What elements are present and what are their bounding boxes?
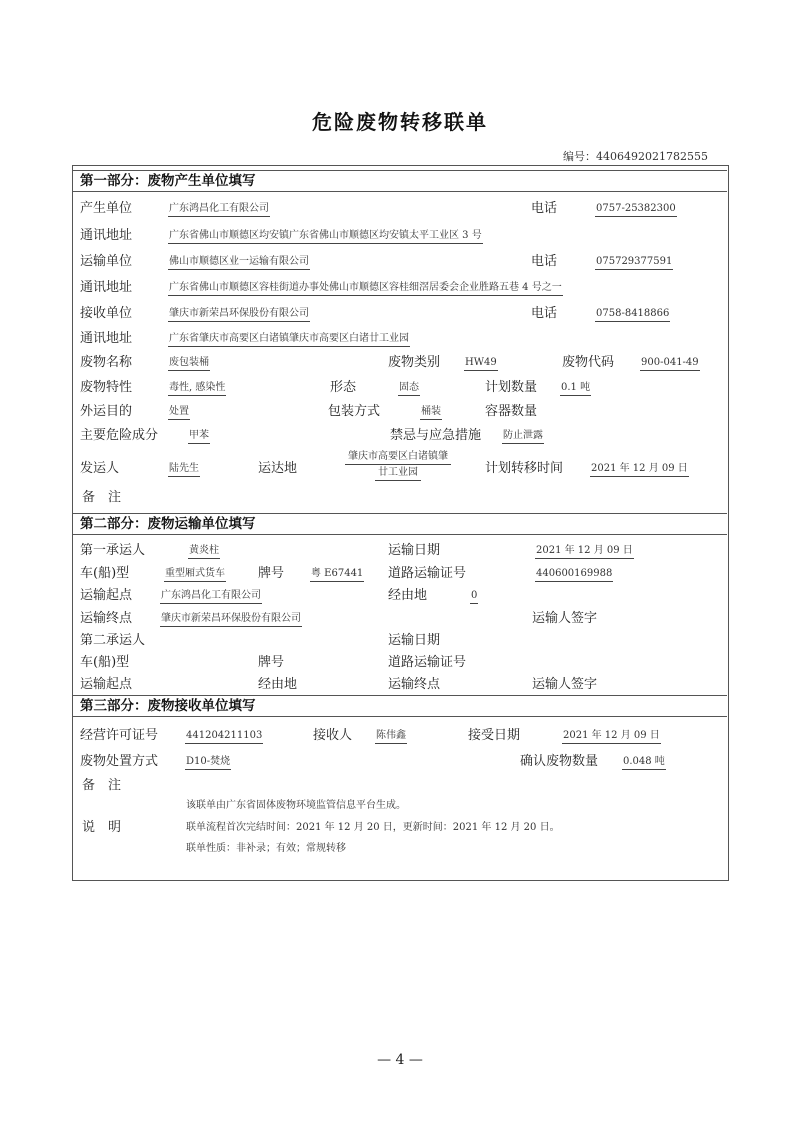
- receiver-phone-label: 电话: [531, 306, 558, 321]
- waste-properties-label: 废物特性: [80, 380, 133, 395]
- hazard-components-value: 甲苯: [188, 429, 210, 444]
- shipper-label: 发运人: [80, 461, 120, 476]
- serial-label: 编号：: [563, 150, 597, 163]
- via1-label: 经由地: [388, 588, 428, 603]
- packaging-value: 桶装: [420, 405, 442, 420]
- transporter-address-value: 广东省佛山市顺德区容桂街道办事处佛山市顺德区容桂细滘居委会企业胜路五巷 4 号之一: [168, 281, 563, 296]
- destination-value: [338, 449, 458, 481]
- waste-code-label: 废物代码: [562, 355, 615, 370]
- part3-remarks-label: 备 注: [82, 778, 122, 793]
- plan-date-value: 2021 年 12 月 09 日: [590, 462, 689, 477]
- producer-value: 广东鸿昌化工有限公司: [168, 202, 270, 217]
- road-permit2-label: 道路运输证号: [388, 655, 467, 670]
- hazard-components-label: 主要危险成分: [80, 428, 159, 443]
- plan-date-label: 计划转移时间: [485, 461, 564, 476]
- form-value: 固态: [398, 381, 420, 396]
- transport-end2-label: 运输终点: [388, 677, 441, 692]
- waste-code-value: 900-041-49: [640, 356, 700, 371]
- producer-address-label: 通讯地址: [80, 228, 133, 243]
- transport-start2-label: 运输起点: [80, 677, 133, 692]
- disposal-method-value: D10-焚烧: [185, 755, 231, 770]
- destination-line2: 廿工业园: [375, 465, 421, 481]
- waste-name-label: 废物名称: [80, 355, 133, 370]
- receive-date-label: 接受日期: [468, 728, 521, 743]
- via2-label: 经由地: [258, 677, 298, 692]
- carrier2-label: 第二承运人: [80, 633, 146, 648]
- producer-address-value: 广东省佛山市顺德区均安镇广东省佛山市顺德区均安镇太平工业区 3 号: [168, 229, 483, 244]
- transporter-phone-label: 电话: [531, 254, 558, 269]
- purpose-label: 外运目的: [80, 404, 133, 419]
- transporter-phone-value: 075729377591: [595, 255, 673, 270]
- transporter-signature2-label: 运输人签字: [532, 677, 598, 692]
- page-number: — 4 —: [377, 1052, 423, 1068]
- transport-date1-value: 2021 年 12 月 09 日: [535, 544, 634, 559]
- plate2-label: 牌号: [258, 655, 285, 670]
- form-label: 形态: [330, 380, 357, 395]
- license-label: 经营许可证号: [80, 728, 159, 743]
- receiver-address-value: 广东省肇庆市高要区白诸镇肇庆市高要区白诸廿工业园: [168, 332, 410, 347]
- license-value: 441204211103: [185, 729, 263, 744]
- emergency-measures-label: 禁忌与应急措施: [390, 428, 482, 443]
- plan-quantity-value: 0.1 吨: [560, 381, 591, 396]
- confirmed-quantity-value: 0.048 吨: [622, 755, 666, 770]
- disposal-method-label: 废物处置方式: [80, 754, 159, 769]
- carrier1-value: 黄炎柱: [188, 544, 220, 559]
- note-line3: 联单性质：非补录；有效；常规转移: [186, 843, 346, 854]
- carrier1-label: 第一承运人: [80, 543, 146, 558]
- part1-remarks-label: 备 注: [82, 490, 122, 505]
- waste-category-value: HW49: [464, 356, 498, 371]
- plate1-value: 粤 E67441: [310, 567, 364, 582]
- destination-line1: 肇庆市高要区白诸镇肇: [345, 449, 451, 465]
- receiver-address-label: 通讯地址: [80, 331, 133, 346]
- transport-end1-value: 肇庆市新荣昌环保股份有限公司: [160, 612, 302, 627]
- receiver-label: 接收单位: [80, 306, 133, 321]
- vehicle1-value: 重型厢式货车: [164, 567, 226, 582]
- waste-properties-value: 毒性, 感染性: [168, 381, 226, 396]
- transporter-label: 运输单位: [80, 254, 133, 269]
- note-line1: 该联单由广东省固体废物环境监管信息平台生成。: [186, 800, 406, 811]
- serial-value: 4406492021782555: [596, 150, 708, 163]
- waste-category-label: 废物类别: [388, 355, 441, 370]
- confirmed-quantity-label: 确认废物数量: [520, 754, 599, 769]
- producer-phone-value: 0757-25382300: [595, 202, 677, 217]
- note-line2: 联单流程首次完结时间：2021 年 12 月 20 日，更新时间：2021 年 12 月 20 日。: [186, 822, 560, 833]
- transporter-signature1-label: 运输人签字: [532, 611, 598, 626]
- part3-heading: 第三部分：废物接收单位填写: [72, 695, 727, 717]
- document-title: 危险废物转移联单: [312, 110, 488, 134]
- plate1-label: 牌号: [258, 566, 285, 581]
- packaging-label: 包装方式: [328, 404, 381, 419]
- receiver-value: 肇庆市新荣昌环保股份有限公司: [168, 307, 310, 322]
- transport-start1-label: 运输起点: [80, 588, 133, 603]
- transport-date2-label: 运输日期: [388, 633, 441, 648]
- plan-quantity-label: 计划数量: [485, 380, 538, 395]
- receive-date-value: 2021 年 12 月 09 日: [562, 729, 661, 744]
- road-permit1-label: 道路运输证号: [388, 566, 467, 581]
- container-quantity-label: 容器数量: [485, 404, 538, 419]
- producer-label: 产生单位: [80, 201, 133, 216]
- producer-phone-label: 电话: [531, 201, 558, 216]
- part2-heading: 第二部分：废物运输单位填写: [72, 513, 727, 535]
- transporter-value: 佛山市顺德区业一运输有限公司: [168, 255, 310, 270]
- transport-date1-label: 运输日期: [388, 543, 441, 558]
- transport-end1-label: 运输终点: [80, 611, 133, 626]
- destination-label: 运达地: [258, 461, 298, 476]
- transporter-address-label: 通讯地址: [80, 280, 133, 295]
- road-permit1-value: 440600169988: [535, 567, 613, 582]
- receiver-phone-value: 0758-8418866: [595, 307, 670, 322]
- part1-heading: 第一部分：废物产生单位填写: [72, 170, 727, 192]
- receiver-person-value: 陈伟鑫: [375, 729, 407, 744]
- shipper-value: 陆先生: [168, 462, 200, 477]
- emergency-measures-value: 防止泄露: [502, 429, 544, 444]
- waste-name-value: 废包装桶: [168, 356, 210, 371]
- vehicle2-label: 车(船)型: [80, 655, 130, 670]
- via1-value: 0: [470, 589, 478, 604]
- vehicle1-label: 车(船)型: [80, 566, 130, 581]
- serial-number: [563, 148, 708, 164]
- receiver-person-label: 接收人: [313, 728, 353, 743]
- transport-start1-value: 广东鸿昌化工有限公司: [160, 589, 262, 604]
- notes-label: 说 明: [82, 820, 122, 835]
- purpose-value: 处置: [168, 405, 190, 420]
